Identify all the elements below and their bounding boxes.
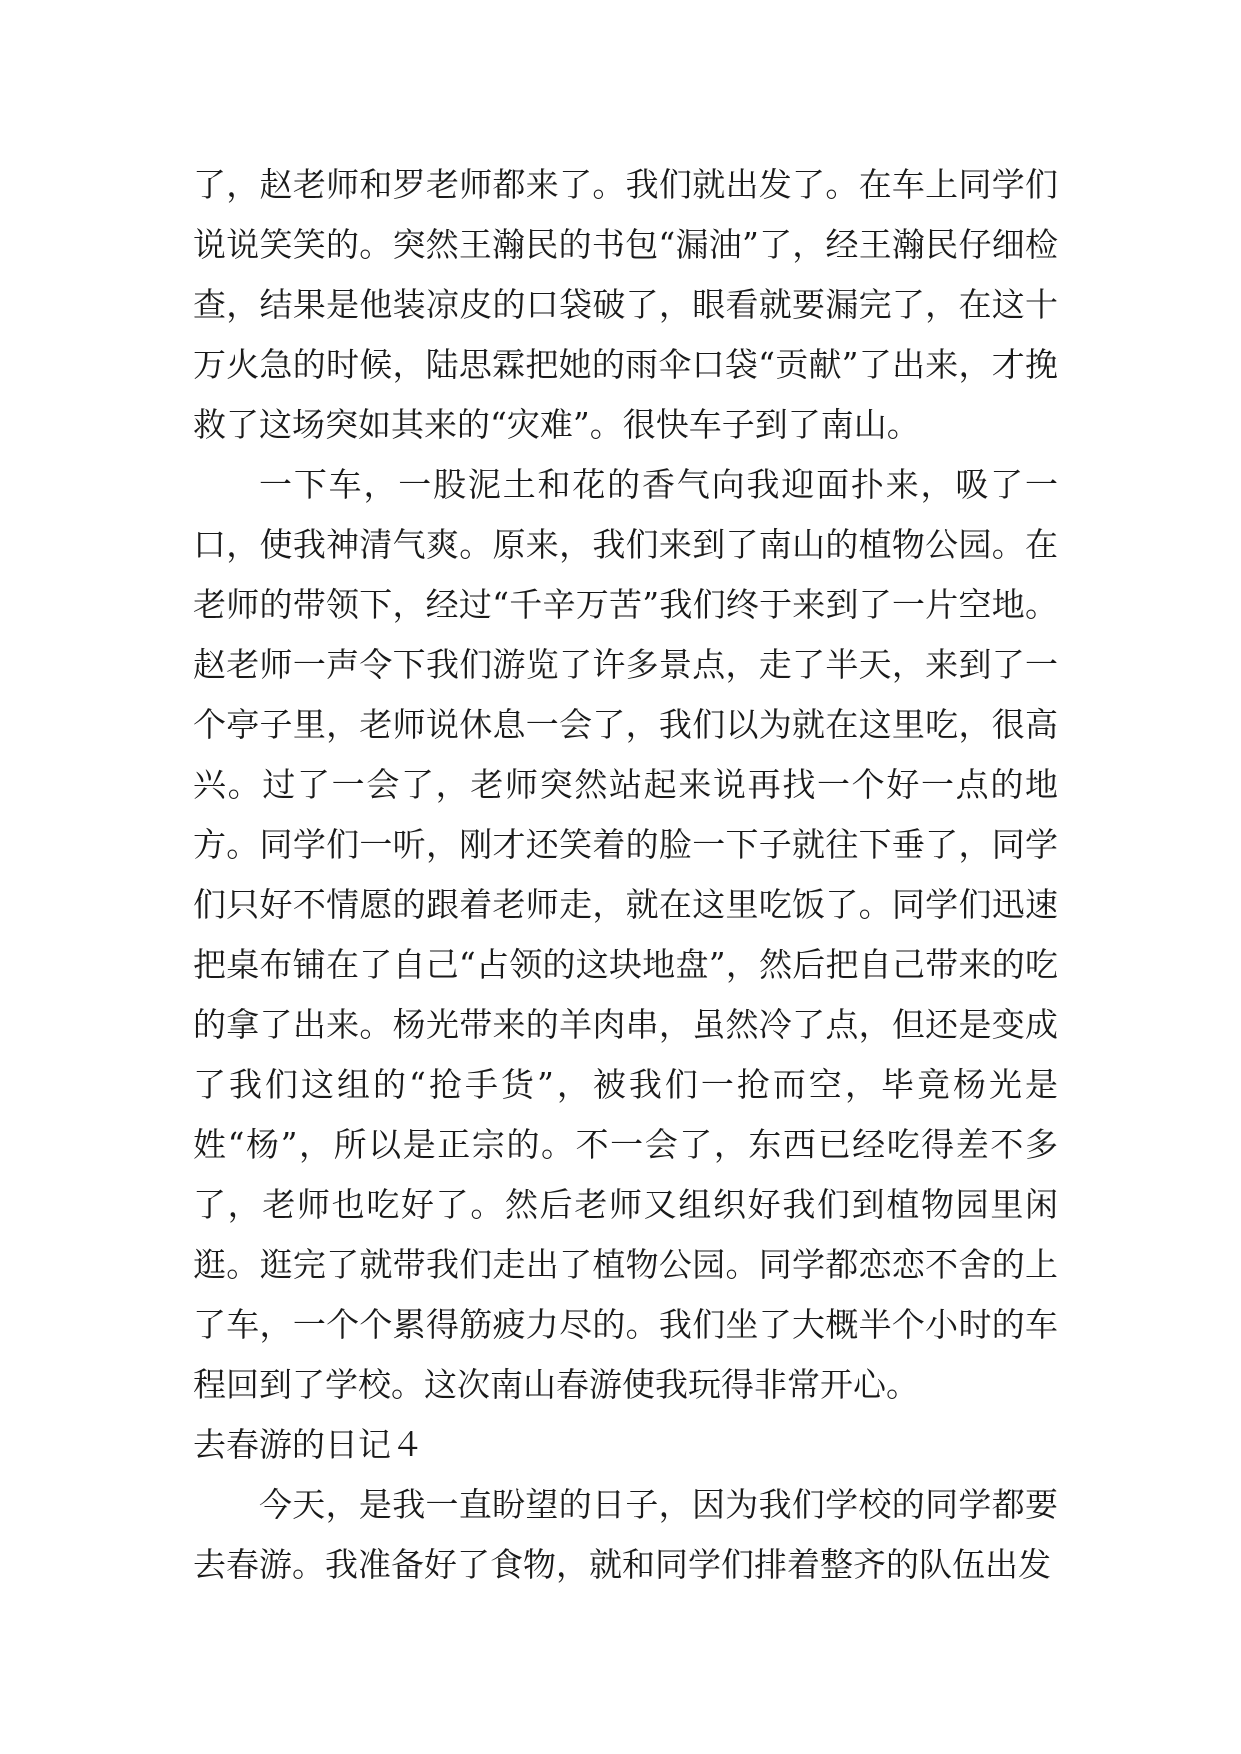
paragraph-3: 今天，是我一直盼望的日子，因为我们学校的同学都要去春游。我准备好了食物，就和同学们排着整齐的队伍出发 [193, 1485, 1058, 1584]
document-page [193, 155, 1058, 1595]
section-title: 去春游的日记４ [193, 1425, 424, 1464]
paragraph-1: 了，赵老师和罗老师都来了。我们就出发了。在车上同学们说说笑笑的。突然王瀚民的书包“漏油”了，经王瀚民仔细检查，结果是他装凉皮的口袋破了，眼看就要漏完了，在这十万火急的时候，陆思霖把她的雨伞口袋“贡献”了出来，才挽救了这场突如其来的“灾难”。很快车子到了南山。 [193, 165, 1058, 444]
paragraph-2: 一下车，一股泥土和花的香气向我迎面扑来，吸了一口，使我神清气爽。原来，我们来到了南山的植物公园。在老师的带领下，经过“千辛万苦”我们终于来到了一片空地。赵老师一声令下我们游览了许多景点，走了半天，来到了一个亭子里，老师说休息一会了，我们以为就在这里吃，很高兴。过了一会了，老师突然站起来说再找一个好一点的地方。同学们一听，刚才还笑着的脸一下子就往下垂了，同学们只好不情愿的跟着老师走，就在这里吃饭了。同学们迅速把桌布铺在了自己“占领的这块地盘”，然后把自己带来的吃的拿了出来。杨光带来的羊肉串，虽然冷了点，但还是变成了我们这组的“抢手货”，被我们一抢而空，毕竟杨光是姓“杨”，所以是正宗的。不一会了，东西已经吃得差不多了，老师也吃好了。然后老师又组织好我们到植物园里闲逛。逛完了就带我们走出了植物公园。同学都恋恋不舍的上了车，一个个累得筋疲力尽的。我们坐了大概半个小时的车程回到了学校。这次南山春游使我玩得非常开心。 [193, 465, 1058, 1404]
